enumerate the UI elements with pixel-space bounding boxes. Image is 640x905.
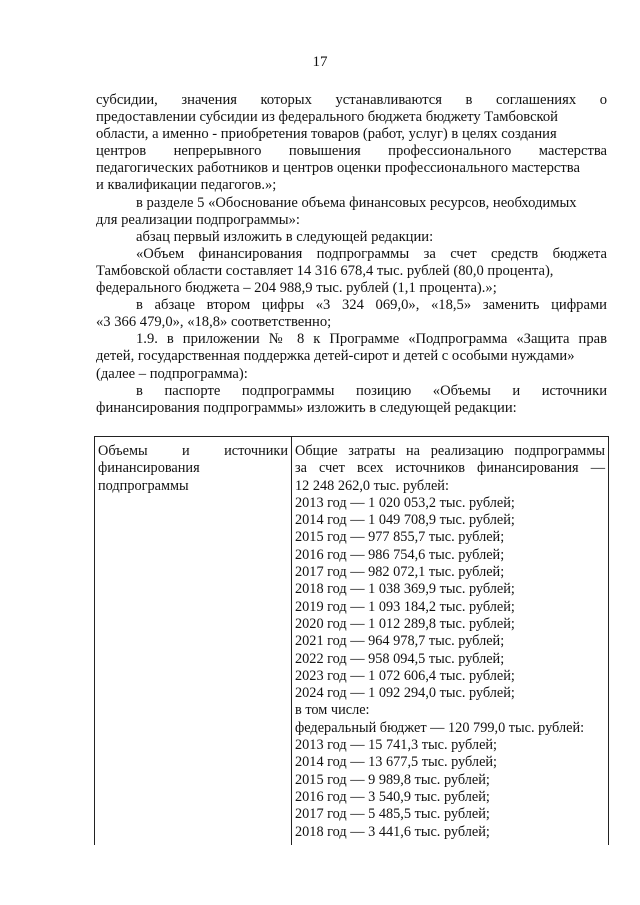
cell-line: 2017 год — 5 485,5 тыс. рублей; xyxy=(295,806,490,823)
text-line: детей, государственная поддержка детей-сирот и детей с особыми нуждами» xyxy=(96,348,575,365)
document-body xyxy=(96,92,607,417)
text-line: «3 366 479,0», «18,8» соответственно; xyxy=(96,314,332,331)
cell-line: 2014 год — 1 049 708,9 тыс. рублей; xyxy=(295,512,515,529)
table-row xyxy=(95,437,609,845)
cell-line: 2018 год — 1 038 369,9 тыс. рублей; xyxy=(295,581,515,598)
text-line: федерального бюджета – 204 988,9 тыс. рублей (1,1 процента).»; xyxy=(96,280,497,297)
cell-line: 2018 год — 3 441,6 тыс. рублей; xyxy=(295,823,490,840)
cell-line: 2013 год — 1 020 053,2 тыс. рублей; xyxy=(295,494,515,511)
cell-line: за счет всех источников финансирования — xyxy=(295,460,605,477)
text-line: центров непрерывного повышения профессионального мастерства xyxy=(96,143,607,160)
text-line: субсидии, значения которых устанавливаются в соглашениях о xyxy=(96,92,607,108)
text-line: для реализации подпрограммы»: xyxy=(96,211,300,228)
cell-line: Общие затраты на реализацию подпрограммы xyxy=(295,443,605,459)
text-line: педагогических работников и центров оценки профессионального мастерства xyxy=(96,160,580,177)
page-number: 17 xyxy=(312,54,328,70)
text-line: 1.9. в приложении № 8 к Программе «Подпрограмма «Защита прав xyxy=(136,331,607,348)
paragraph xyxy=(96,92,607,195)
text-line: финансирования подпрограммы» изложить в следующей редакции: xyxy=(96,399,517,416)
text-line: Тамбовской области составляет 14 316 678,4 тыс. рублей (80,0 процента), xyxy=(96,262,554,279)
cell-line: 2023 год — 1 072 606,4 тыс. рублей; xyxy=(295,667,515,684)
cell-line: федеральный бюджет — 120 799,0 тыс. рублей: xyxy=(295,719,585,736)
cell-line: Объемы и источники xyxy=(98,443,288,459)
cell-line: 2016 год — 3 540,9 тыс. рублей; xyxy=(295,788,490,805)
text-line: в разделе 5 «Обоснование объема финансовых ресурсов, необходимых xyxy=(136,194,577,211)
passport-table xyxy=(94,436,609,845)
cell-line: 2024 год — 1 092 294,0 тыс. рублей; xyxy=(295,685,515,702)
cell-line: 2022 год — 958 094,5 тыс. рублей; xyxy=(295,650,505,667)
table-cell-label xyxy=(95,437,292,845)
paragraph xyxy=(96,246,607,297)
cell-line: 2014 год — 13 677,5 тыс. рублей; xyxy=(295,754,498,771)
table-cell-value xyxy=(292,437,609,845)
cell-line: 2016 год — 986 754,6 тыс. рублей; xyxy=(295,546,505,563)
cell-line: 2017 год — 982 072,1 тыс. рублей; xyxy=(295,564,505,581)
text-line: (далее – подпрограмма): xyxy=(96,365,248,382)
paragraph xyxy=(96,229,607,246)
text-line: и квалификации педагогов.»; xyxy=(96,177,277,194)
text-line: предоставлении субсидии из федерального бюджета бюджету Тамбовской xyxy=(96,109,558,126)
cell-line: 2013 год — 15 741,3 тыс. рублей; xyxy=(295,737,498,754)
cell-line: в том числе: xyxy=(295,702,370,719)
cell-line: 2021 год — 964 978,7 тыс. рублей; xyxy=(295,633,505,650)
cell-line: подпрограммы xyxy=(98,477,189,494)
text-line: области, а именно - приобретения товаров (работ, услуг) в целях создания xyxy=(96,126,557,143)
paragraph xyxy=(96,331,607,382)
paragraph xyxy=(96,383,607,417)
text-line: в паспорте подпрограммы позицию «Объемы и источники xyxy=(136,382,607,399)
paragraph xyxy=(96,195,607,229)
cell-line: финансирования xyxy=(98,460,200,477)
text-line: в абзаце втором цифры «3 324 069,0», «18,5» заменить цифрами xyxy=(136,297,607,314)
cell-line: 2019 год — 1 093 184,2 тыс. рублей; xyxy=(295,598,515,615)
cell-line: 2015 год — 9 989,8 тыс. рублей; xyxy=(295,771,490,788)
text-line: «Объем финансирования подпрограммы за счет средств бюджета xyxy=(136,245,607,262)
paragraph xyxy=(96,297,607,331)
text-line: абзац первый изложить в следующей редакции: xyxy=(136,228,434,245)
cell-line: 12 248 262,0 тыс. рублей: xyxy=(295,477,449,494)
cell-line: 2015 год — 977 855,7 тыс. рублей; xyxy=(295,529,505,546)
cell-line: 2020 год — 1 012 289,8 тыс. рублей; xyxy=(295,615,515,632)
